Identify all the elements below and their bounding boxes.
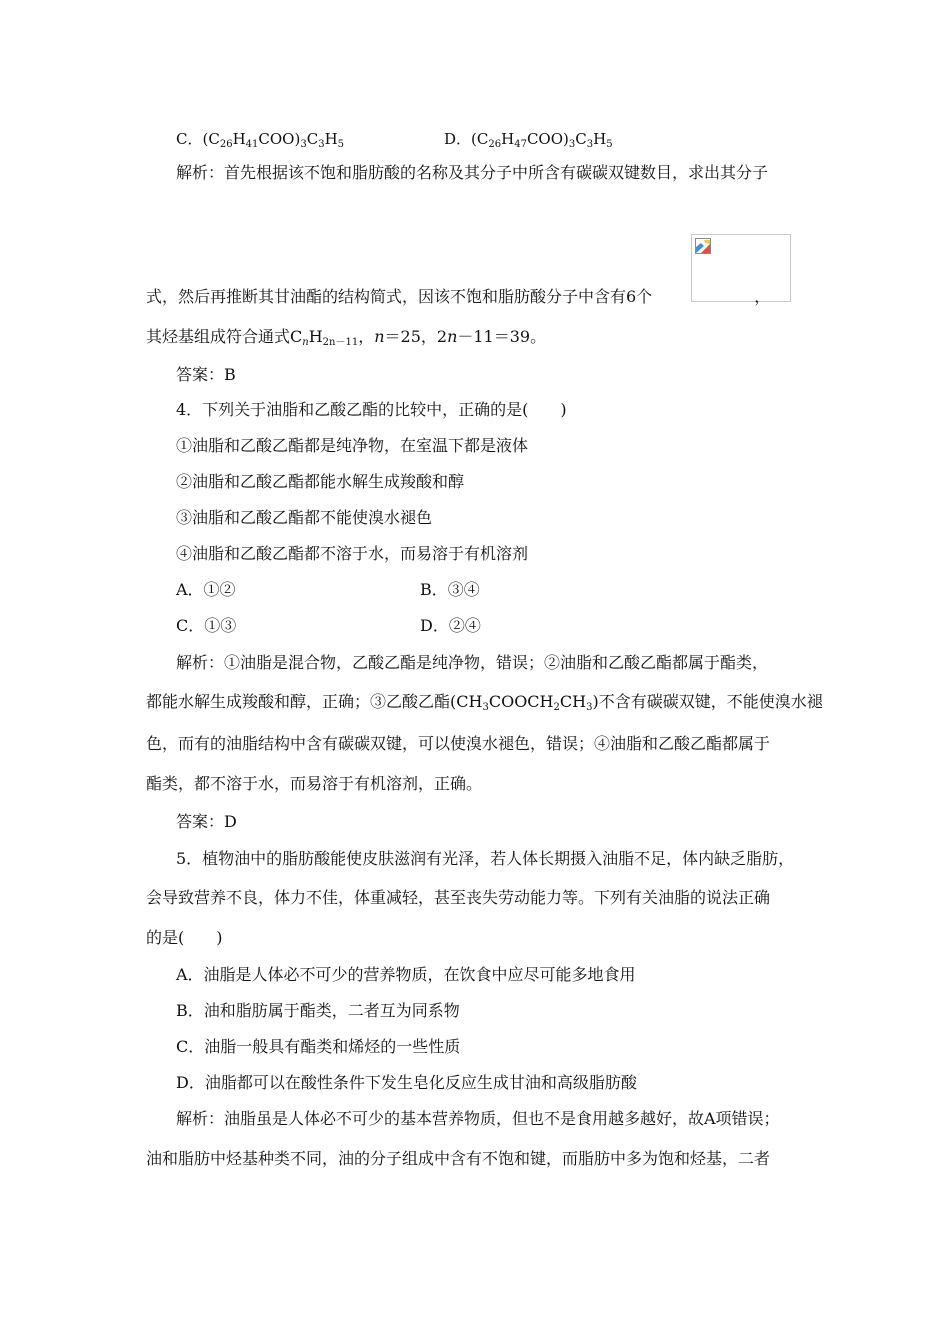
q5-analysis-line1: 解析：油脂虽是人体必不可少的基本营养物质，但也不是食用越多越好，故A项错误； [176, 1109, 780, 1128]
q4-option-a: A．①② [176, 580, 236, 599]
q4-item-3: ③油脂和乙酸乙酯都不能使溴水褪色 [176, 508, 433, 527]
q4-analysis-line4: 酯类，都不溶于水，而易溶于有机溶剂，正确。 [146, 774, 483, 793]
q5-option-d: D．油脂都可以在酸性条件下发生皂化反应生成甘油和高级脂肪酸 [176, 1073, 637, 1092]
q4-analysis-line3: 色，而有的油脂结构中含有碳碳双键，可以使溴水褪色，错误；④油脂和乙酸乙酯都属于 [146, 734, 771, 753]
q3-answer: 答案：B [176, 365, 236, 384]
q3-option-d: D．$(C_{26}H_{47}COO)_3C_3H_5$ [444, 130, 613, 150]
q5-stem-line3: 的是( ) [146, 928, 223, 947]
q4-analysis-line2: 都能水解生成羧酸和醇，正确；③乙酸乙酯$(CH_3COOCH_2CH_3)$不含有碳碳双键，不能使溴水褪 [146, 692, 823, 713]
q5-option-b: B．油和脂肪属于酯类，二者互为同系物 [176, 1001, 460, 1020]
q4-option-b: B．③④ [420, 580, 480, 599]
q4-item-4: ④油脂和乙酸乙酯都不溶于水，而易溶于有机溶剂 [176, 544, 529, 563]
q4-analysis-line1: 解析：①油脂是混合物，乙酸乙酯是纯净物，错误；②油脂和乙酸乙酯都属于酯类， [176, 653, 769, 672]
q4-option-c: C．①③ [176, 616, 237, 635]
q5-stem-line1: 5．植物油中的脂肪酸能使皮肤滋润有光泽，若人体长期摄入油脂不足，体内缺乏脂肪， [176, 849, 795, 868]
q5-option-c: C．油脂一般具有酯类和烯烃的一些性质 [176, 1037, 461, 1056]
q4-stem: 4．下列关于油脂和乙酸乙酯的比较中，正确的是( ) [176, 400, 567, 419]
q4-item-1: ①油脂和乙酸乙酯都是纯净物，在室温下都是液体 [176, 436, 529, 455]
q3-option-c: C．$(C_{26}H_{41}COO)_3C_3H_5$ [176, 130, 345, 150]
q5-analysis-line2: 油和脂肪中烃基种类不同，油的分子组成中含有不饱和键，而脂肪中多为饱和烃基，二者 [146, 1149, 771, 1168]
q4-answer: 答案：D [176, 812, 237, 831]
q3-analysis-line1: 解析：首先根据该不饱和脂肪酸的名称及其分子中所含有碳碳双键数目，求出其分子 [176, 163, 769, 182]
q5-stem-line2: 会导致营养不良，体力不佳，体重减轻，甚至丧失劳动能力等。下列有关油脂的说法正确 [146, 888, 771, 907]
q4-item-2: ②油脂和乙酸乙酯都能水解生成羧酸和醇 [176, 472, 465, 491]
q3-analysis-line3: 其烃基组成符合通式$C_nH_{2n-11}$，n＝25，2n－11＝39。 [146, 327, 547, 348]
q5-option-a: A．油脂是人体必不可少的营养物质，在饮食中应尽可能多地食用 [176, 965, 636, 984]
q3-analysis-line2: 式，然后再推断其甘油酯的结构简式，因该不饱和脂肪酸分子中含有6个 ， [146, 287, 771, 306]
q4-option-d: D．②④ [420, 616, 481, 635]
broken-image-icon [695, 238, 711, 254]
